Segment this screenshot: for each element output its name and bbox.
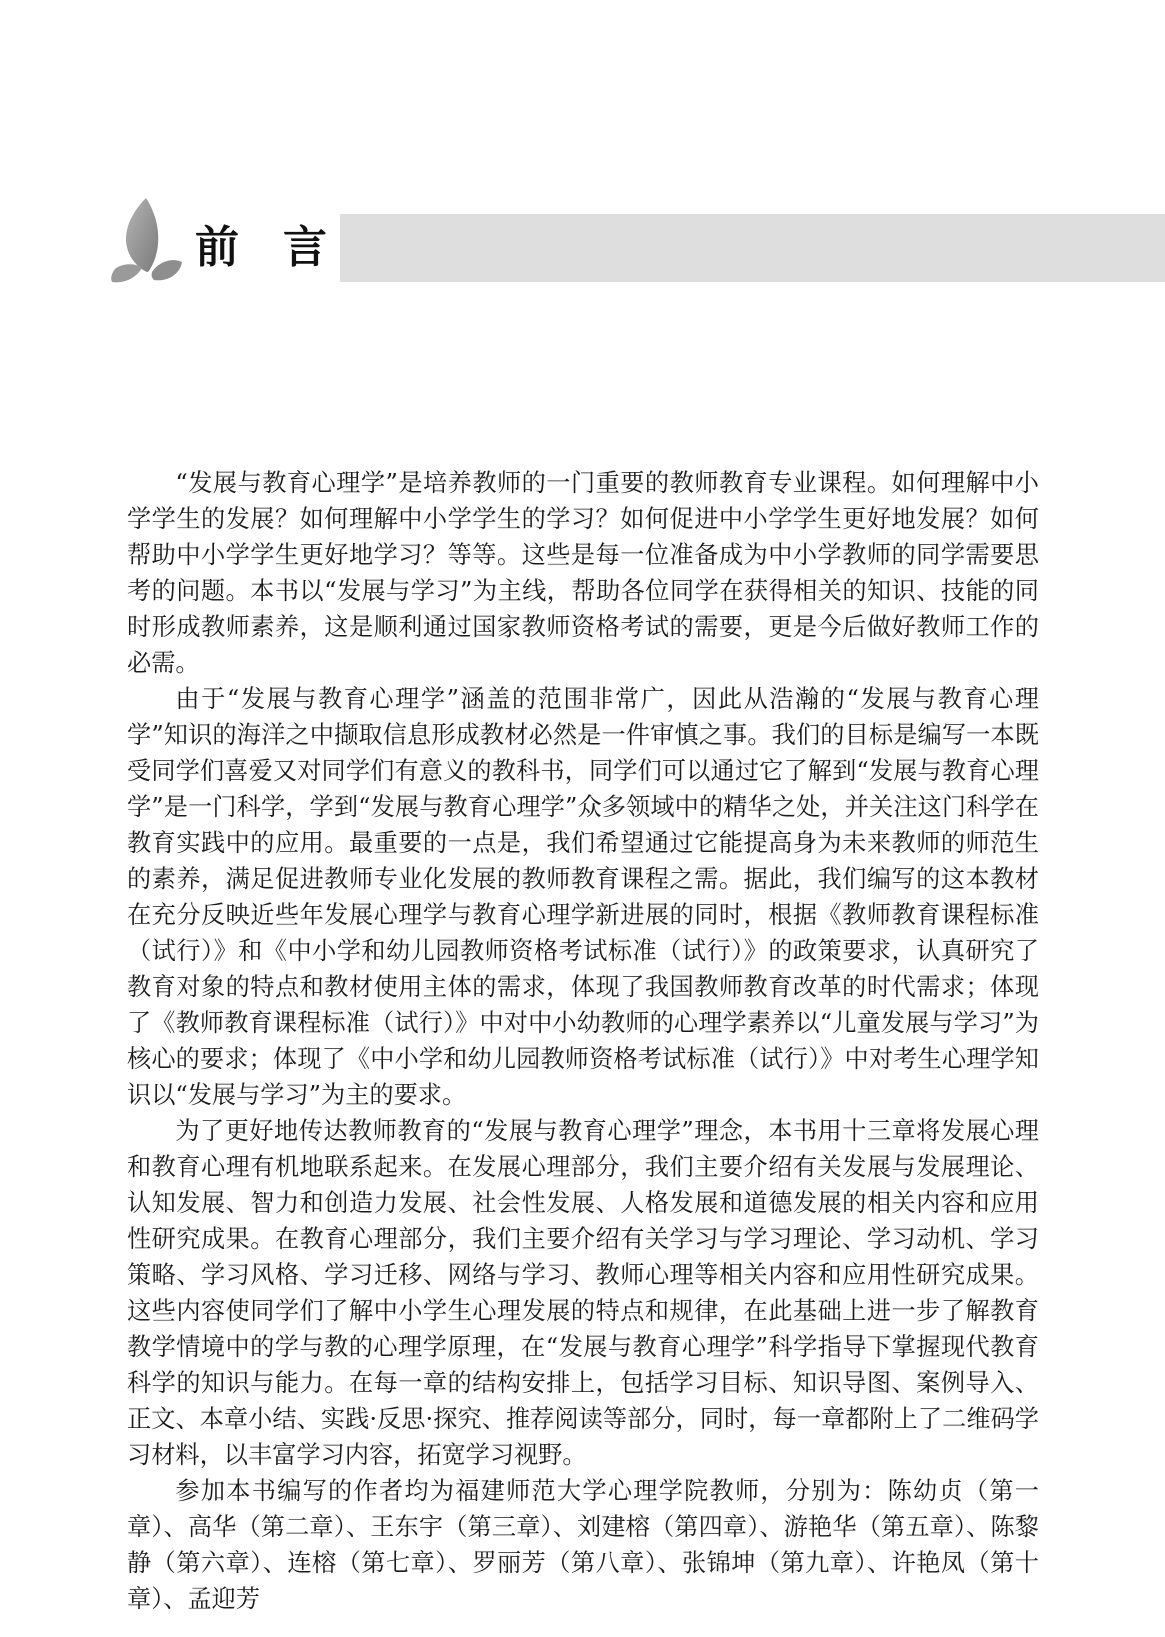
- leaf-icon: [108, 196, 183, 296]
- page-title: 前言: [195, 222, 371, 273]
- paragraph: 由于“发展与教育心理学”涵盖的范围非常广，因此从浩瀚的“发展与教育心理学”知识的海洋之中撷取信息形成教材必然是一件审慎之事。我们的目标是编写一本既受同学们喜爱又对同学们有意义的教科书，同学们可以通过它了解到“发展与教育心理学”是一门科学，学到“发展与教育心理学”众多领域中的精华之处，并关注这门科学在教育实践中的应用。最重要的一点是，我们希望通过它能提高身为未来教师的师范生的素养，满足促进教师专业化发展的教师教育课程之需。据此，我们编写的这本教材在充分反映近些年发展心理学与教育心理学新进展的同时，根据《教师教育课程标准（试行）》和《中小学和幼儿园教师资格考试标准（试行）》的政策要求，认真研究了教育对象的特点和教材使用主体的需求，体现了我国教师教育改革的时代需求；体现了《教师教育课程标准（试行）》中对中小幼教师的心理学素养以“儿童发展与学习”为核心的要求；体现了《中小学和幼儿园教师资格考试标准（试行）》中对考生心理学知识以“发展与学习”为主的要求。: [127, 685, 1039, 1109]
- paragraph: 参加本书编写的作者均为福建师范大学心理学院教师，分别为：陈幼贞（第一章）、高华（第二章）、王东宇（第三章）、刘建榕（第四章）、游艳华（第五章）、陈黎静（第六章）、连榕（第七章）、罗丽芳（第八章）、张锦坤（第九章）、许艳凤（第十章）、孟迎芳: [127, 1477, 1039, 1613]
- preface-body: [127, 465, 1039, 1617]
- paragraph: “发展与教育心理学”是培养教师的一门重要的教师教育专业课程。如何理解中小学学生的发展？如何理解中小学学生的学习？如何促进中小学学生更好地发展？如何帮助中小学学生更好地学习？等等。这些是每一位准备成为中小学教师的同学需要思考的问题。本书以“发展与学习”为主线，帮助各位同学在获得相关的知识、技能的同时形成教师素养，这是顺利通过国家教师资格考试的需要，更是今后做好教师工作的必需。: [127, 469, 1039, 677]
- heading-band: [340, 214, 1165, 282]
- paragraph: 为了更好地传达教师教育的“发展与教育心理学”理念，本书用十三章将发展心理和教育心理有机地联系起来。在发展心理部分，我们主要介绍有关发展与发展理论、认知发展、智力和创造力发展、社会性发展、人格发展和道德发展的相关内容和应用性研究成果。在教育心理部分，我们主要介绍有关学习与学习理论、学习动机、学习策略、学习风格、学习迁移、网络与学习、教师心理等相关内容和应用性研究成果。这些内容使同学们了解中小学生心理发展的特点和规律，在此基础上进一步了解教育教学情境中的学与教的心理学原理，在“发展与教育心理学”科学指导下掌握现代教育科学的知识与能力。在每一章的结构安排上，包括学习目标、知识导图、案例导入、正文、本章小结、实践·反思·探究、推荐阅读等部分，同时，每一章都附上了二维码学习材料，以丰富学习内容，拓宽学习视野。: [127, 1117, 1039, 1469]
